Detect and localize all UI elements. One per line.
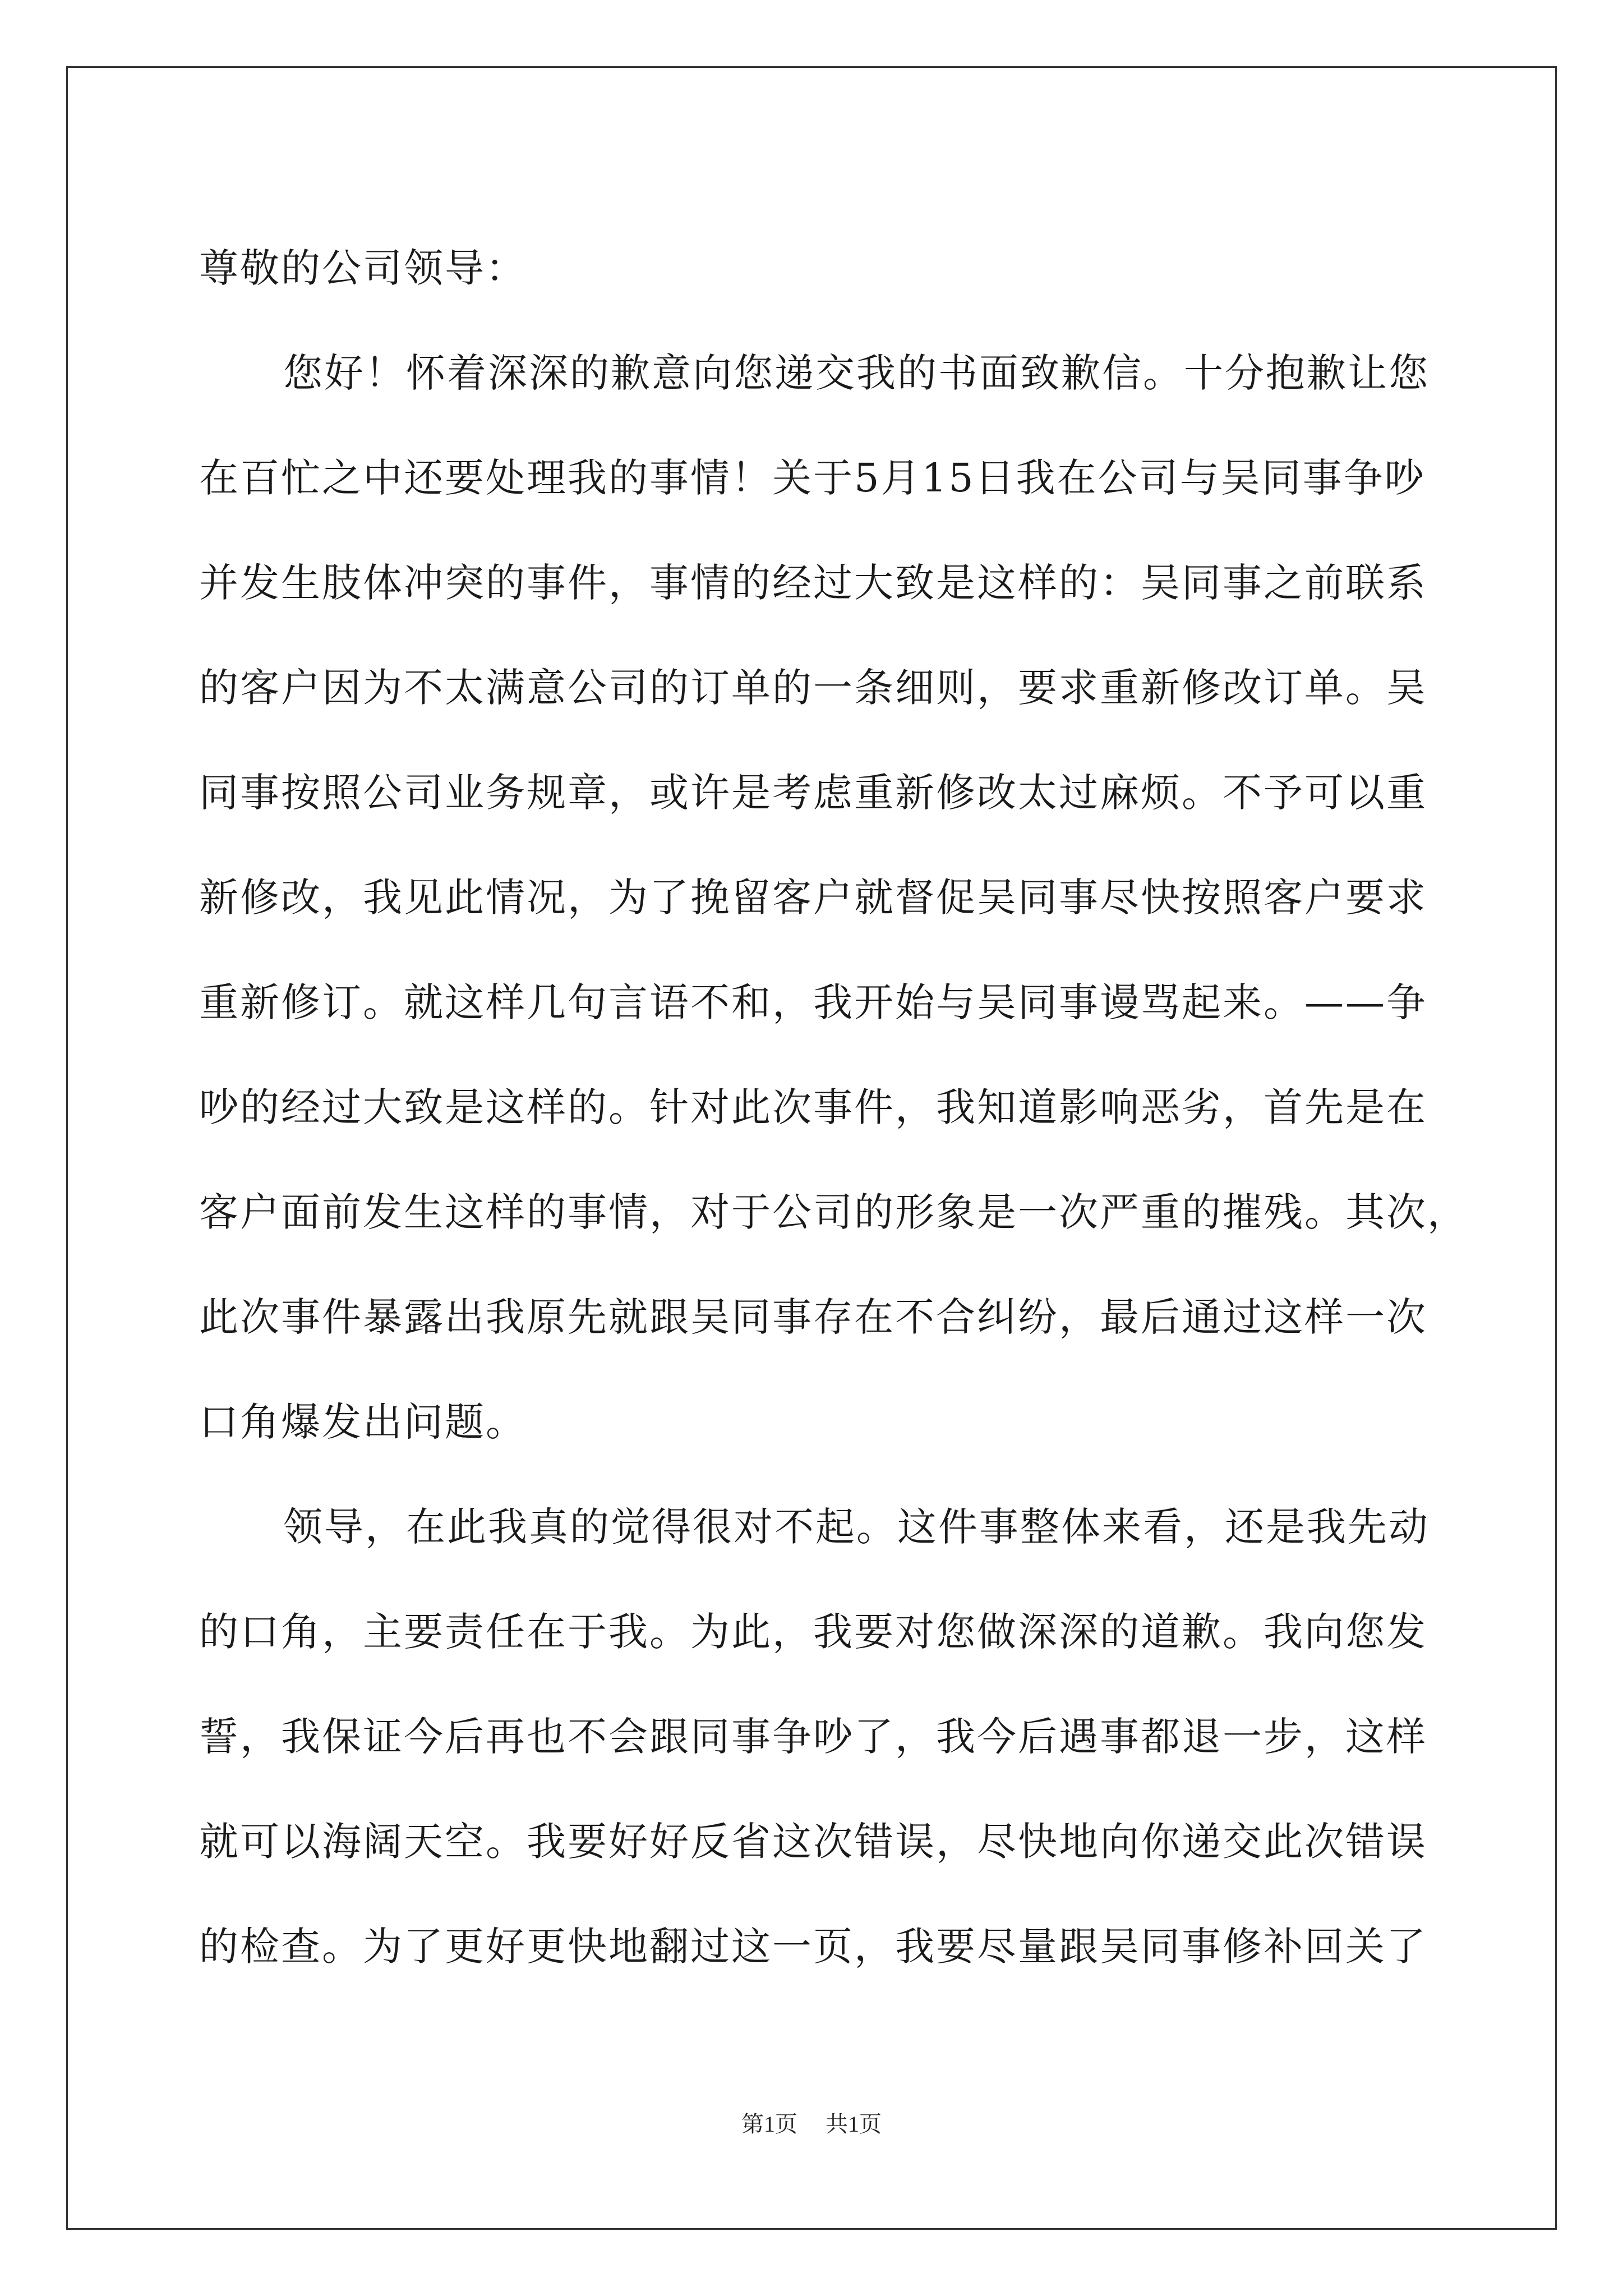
body-line: 并发生肢体冲突的事件，事情的经过大致是这样的：吴同事之前联系 xyxy=(199,560,1427,606)
page-total: 共1页 xyxy=(826,2111,882,2137)
body-line: 此次事件暴露出我原先就跟吴同事存在不合纠纷，最后通过这样一次 xyxy=(199,1294,1427,1340)
salutation: 尊敬的公司领导： xyxy=(199,245,527,291)
body-line: 领导，在此我真的觉得很对不起。这件事整体来看，还是我先动 xyxy=(283,1504,1430,1550)
body-line: 的客户因为不太满意公司的订单的一条细则，要求重新修改订单。吴 xyxy=(199,665,1427,711)
body-line: 吵的经过大致是这样的。针对此次事件，我知道影响恶劣，首先是在 xyxy=(199,1084,1427,1130)
body-line: 在百忙之中还要处理我的事情！关于5月15日我在公司与吴同事争吵 xyxy=(199,455,1426,501)
body-line: 口角爆发出问题。 xyxy=(199,1399,527,1445)
page-number: 第1页 xyxy=(741,2111,797,2137)
body-line: 誓，我保证今后再也不会跟同事争吵了，我今后遇事都退一步，这样 xyxy=(199,1714,1427,1760)
body-line: 的检查。为了更好更快地翻过这一页，我要尽量跟吴同事修补回关了 xyxy=(199,1924,1427,1970)
body-line: 同事按照公司业务规章，或许是考虑重新修改太过麻烦。不予可以重 xyxy=(199,770,1427,816)
body-line: 就可以海阔天空。我要好好反省这次错误，尽快地向你递交此次错误 xyxy=(199,1819,1427,1865)
body-line: 的口角，主要责任在于我。为此，我要对您做深深的道歉。我向您发 xyxy=(199,1609,1427,1655)
page-footer xyxy=(0,2106,1623,2138)
body-line: 新修改，我见此情况，为了挽留客户就督促吴同事尽快按照客户要求 xyxy=(199,875,1427,921)
body-line: 客户面前发生这样的事情，对于公司的形象是一次严重的摧残。其次， xyxy=(199,1189,1468,1235)
body-line: 重新修订。就这样几句言语不和，我开始与吴同事谩骂起来。——争 xyxy=(199,979,1427,1025)
letter-body xyxy=(199,216,1468,1999)
body-line: 您好！怀着深深的歉意向您递交我的书面致歉信。十分抱歉让您 xyxy=(283,350,1430,396)
